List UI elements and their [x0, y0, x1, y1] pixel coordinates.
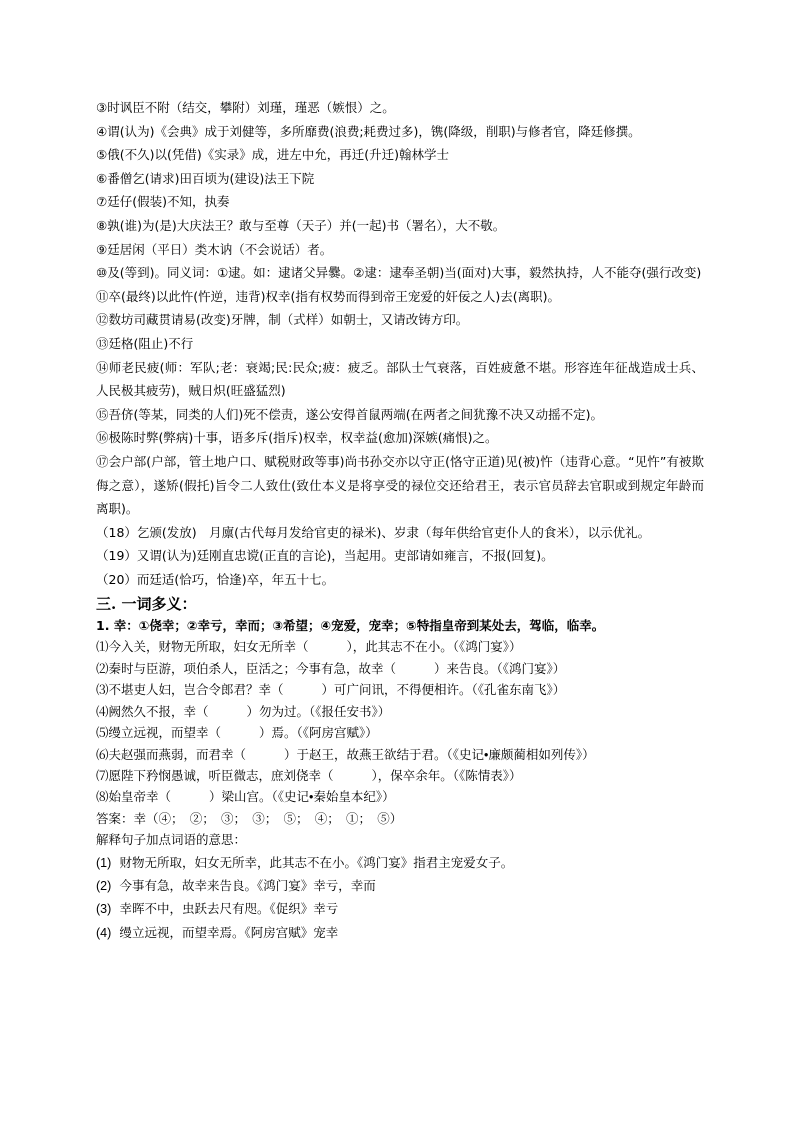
exercise-after: ）勿为过。（《报任安书》）: [246, 704, 391, 719]
note-line: ⑧孰(谁)为(是)大庆法王？敢与至尊（天子）并(一起)书（署名），大不敬。: [96, 217, 506, 233]
exercise-before: ⑵秦时与臣游，项伯杀人，臣活之；今事有急，故幸（: [96, 661, 397, 676]
exercise-item: [96, 766, 704, 787]
interpretation-prompt: 解释句子加点词语的意思：: [96, 833, 247, 848]
answer-key: 答案：幸（④； ②； ③； ③； ⑤； ④； ①； ⑤）: [96, 811, 403, 826]
interpretation-item: [96, 852, 704, 875]
exercise-item: [96, 637, 704, 658]
note-line: （19）又谓(认为)廷刚直忠谠(正直的言论)，当起用。吏部请如雍言，不报(回复)。: [96, 548, 554, 564]
interpretation-item: [96, 898, 704, 921]
exercise-item: [96, 659, 704, 680]
interpretation-item: [96, 922, 704, 945]
exercise-item: [96, 745, 704, 766]
item-number: (4): [96, 925, 112, 940]
item-text: 缦立远视，而望幸焉。《阿房宫赋》宠幸: [119, 925, 339, 940]
exercise-after: ）焉。（《阿房宫赋》）: [259, 726, 378, 741]
note-line: ⑮吾侪(等某，同类的人们)死不偿责，遂公安得首鼠两端(在两者之间犹豫不决又动摇不定)。: [96, 406, 604, 422]
note-line: ⑭师老民疲(师：军队;老：衰竭;民:民众;疲：疲乏。部队士气衰落，百姓疲惫不堪。形容连年征战造成士兵、人民极其疲劳)，贼日炽(旺盛猛烈): [96, 359, 704, 399]
exercise-before: ⑴今入关，财物无所取，妇女无所幸（: [96, 640, 309, 655]
note-line: ⑤俄(不久)以(凭借)《实录》成，进左中允，再迁(升迁)翰林学士: [96, 147, 449, 163]
exercise-after: ）梁山宫。（《史记•秦始皇本纪》）: [209, 790, 395, 805]
exercise-list: [96, 637, 704, 808]
note-line: ⑫数坊司藏贯请易(改变)牙牌，制（式样）如朝士，又请改铸方印。: [96, 312, 469, 328]
item-text: 幸晖不中，虫跃去尺有咫。《促织》幸亏: [119, 902, 339, 917]
exercise-item: [96, 723, 704, 744]
exercise-item: [96, 702, 704, 723]
note-line: ⑩及(等到)。同义词：①逮。如：逮诸父异爨。②逮：逮奉圣朝)当(面对)大事，毅然执持，人不能夺(强行改变): [96, 265, 702, 281]
exercise-before: ⑻始皇帝幸（: [96, 790, 172, 805]
exercise-after: ），此其志不在小。（《鸿门宴》）: [346, 640, 522, 655]
note-line: ⑯极陈时弊(弊病)十事，语多斥(指斥)权幸，权幸益(愈加)深嫉(痛恨)之。: [96, 430, 498, 446]
exercise-item: [96, 787, 704, 808]
note-line: ⑰会户部(户部，管土地户口、赋税财政等事)尚书孙交亦以守正(恪守正道)见(被)忤（违背心意。“见忤”有被欺侮之意），遂矫(假托)旨令二人致仕(致仕本义是将享受的禄位交还给君王，表示官员辞去官职或到规定年龄而离职)。: [96, 453, 704, 517]
item-number: (1): [96, 855, 112, 870]
item-text: 财物无所取，妇女无所幸，此其志不在小。《鸿门宴》指君主宠爱女子。: [119, 855, 514, 870]
exercise-after: ），保卒余年。（《陈情表》）: [371, 768, 522, 783]
note-line: ⑥番僧乞(请求)田百顷为(建设)法王下院: [96, 170, 315, 186]
item-text: 今事有急，故幸来告良。《鸿门宴》幸亏，幸而: [119, 878, 376, 893]
exercise-item: [96, 680, 704, 701]
exercise-before: ⑶不堪吏人妇，岂合令郎君？幸（: [96, 683, 284, 698]
note-line: ④谓(认为)《会典》成于刘健等，多所靡费(浪费;耗费过多)，镌(降级，削职)与修者官，降廷修撰。: [96, 123, 641, 139]
note-line: ③时讽臣不附（结交，攀附）刘瑾，瑾恶（嫉恨）之。: [96, 100, 395, 115]
note-line: ⑦廷仔(假装)不知，执奏: [96, 194, 230, 210]
exercise-before: ⑷阙然久不报，幸（: [96, 704, 209, 719]
notes-list: [96, 96, 704, 591]
note-line: ⑬廷格(阻止)不行: [96, 335, 194, 351]
interpretation-list: [96, 852, 704, 946]
exercise-after: ）来告良。（《鸿门宴》）: [434, 661, 566, 676]
note-line: ⑨廷居闲（平日）类木讷（不会说话）者。: [96, 241, 333, 257]
note-line: （20）而廷适(恰巧，恰逢)卒，年五十七。: [96, 571, 335, 587]
section-heading: 三. 一词多义：: [96, 595, 197, 614]
exercise-before: ⑹夫赵强而燕弱，而君幸（: [96, 747, 247, 762]
note-line: ⑪卒(最终)以此忤(忤逆，违背)权幸(指有权势而得到帝王宠爱的奸佞之人)去(离职)。: [96, 288, 561, 304]
exercise-before: ⑸缦立远视，而望幸（: [96, 726, 222, 741]
exercise-after: ）可广问讯，不得便相许。（《孔雀东南飞》）: [321, 683, 566, 698]
exercise-before: ⑺愿陛下矜悯愚诚，听臣微志，庶刘侥幸（: [96, 768, 334, 783]
word-meanings: 1. 幸：①侥幸；②幸亏，幸而；③希望；④宠爱，宠幸；⑤特指皇帝到某处去，驾临，临幸。: [96, 618, 605, 634]
item-number: (3): [96, 902, 112, 917]
note-line: （18）乞颁(发放) 月廪(古代每月发给官吏的禄米)、岁隶（每年供给官吏仆人的食米），以示优礼。: [96, 524, 651, 540]
exercise-after: ）于赵王，故燕王欲结于君。（《史记•廉颇蔺相如列传》）: [284, 747, 595, 762]
item-number: (2): [96, 878, 112, 893]
interpretation-item: [96, 875, 704, 898]
